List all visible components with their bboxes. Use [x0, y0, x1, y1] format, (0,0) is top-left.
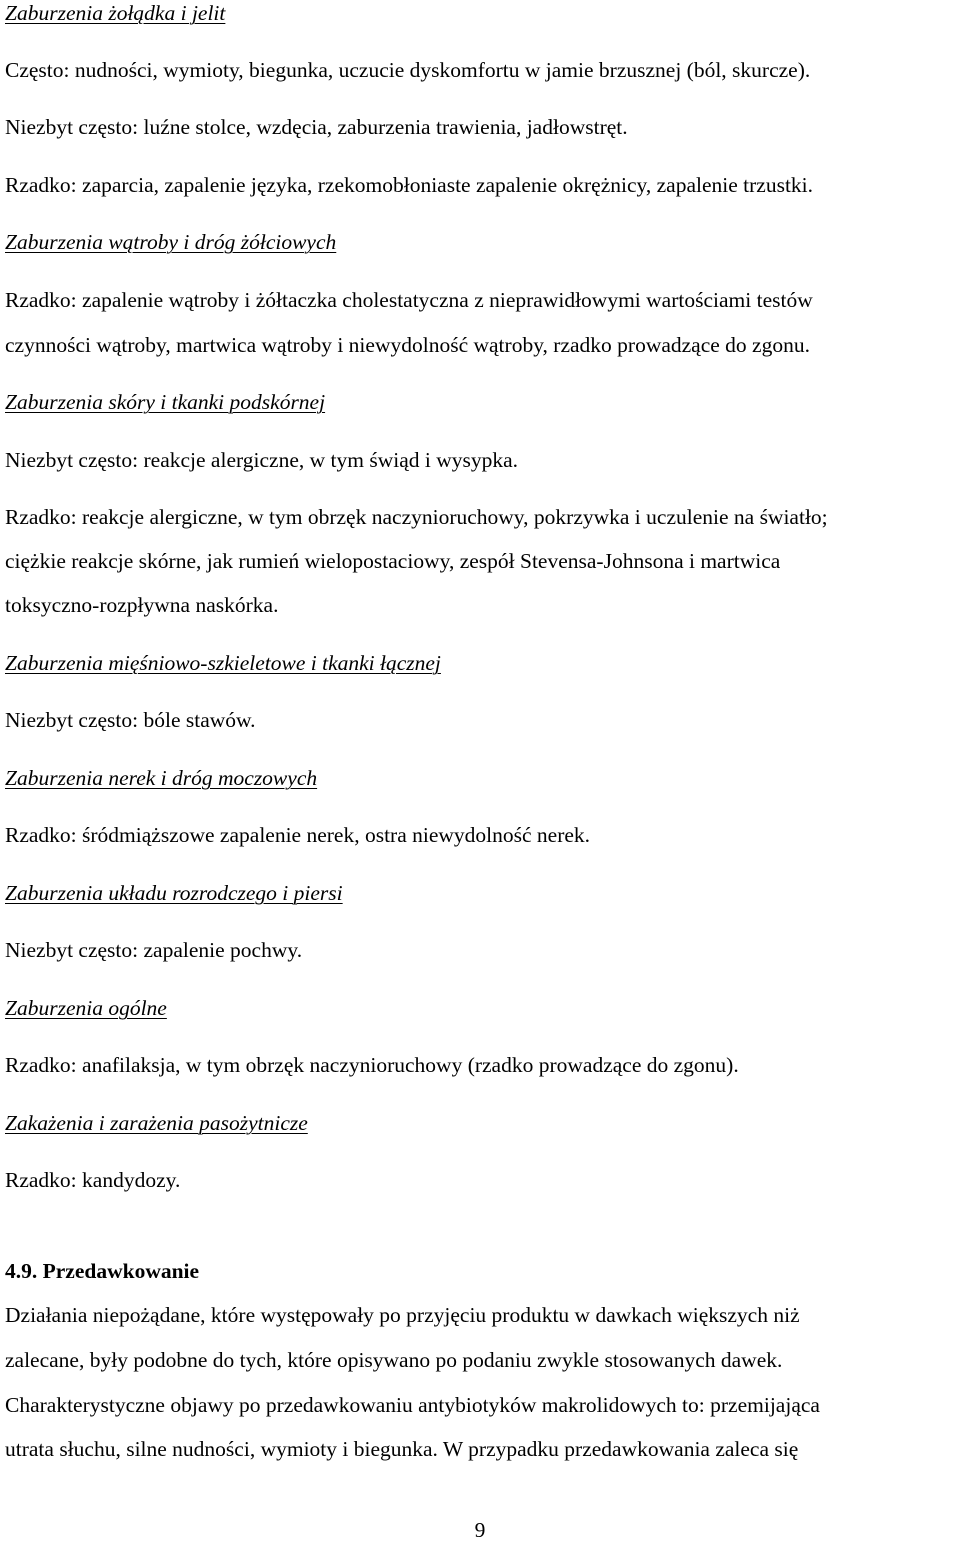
text-line: czynności wątroby, martwica wątroby i niewydolność wątroby, rzadko prowadzące do zgonu.: [5, 333, 810, 357]
text-line: Niezbyt często: reakcje alergiczne, w tym świąd i wysypka.: [5, 448, 519, 472]
text-line: Niezbyt często: bóle stawów.: [5, 708, 256, 732]
heading-musculoskeletal: Zaburzenia mięśniowo-szkieletowe i tkanki łącznej: [5, 651, 441, 675]
heading-gastrointestinal: Zaburzenia żołądka i jelit: [5, 1, 226, 25]
text-line: Rzadko: kandydozy.: [5, 1168, 181, 1192]
text-line: Rzadko: reakcje alergiczne, w tym obrzęk naczynioruchowy, pokrzywka i uczulenie na światło;: [5, 505, 828, 529]
text-line: Rzadko: zapalenie wątroby i żółtaczka cholestatyczna z nieprawidłowymi wartościami testów: [5, 288, 813, 312]
heading-infections: Zakażenia i zarażenia pasożytnicze: [5, 1111, 308, 1135]
section-heading-overdose: 4.9. Przedawkowanie: [5, 1259, 200, 1283]
text-line: ciężkie reakcje skórne, jak rumień wielopostaciowy, zespół Stevensa-Johnsona i martwica: [5, 549, 781, 573]
text-line: utrata słuchu, silne nudności, wymioty i biegunka. W przypadku przedawkowania zaleca się: [5, 1437, 799, 1461]
heading-renal: Zaburzenia nerek i dróg moczowych: [5, 766, 318, 790]
text-line: Niezbyt często: luźne stolce, wzdęcia, zaburzenia trawienia, jadłowstręt.: [5, 115, 628, 139]
text-line: Niezbyt często: zapalenie pochwy.: [5, 938, 303, 962]
text-line: Rzadko: śródmiąższowe zapalenie nerek, ostra niewydolność nerek.: [5, 823, 591, 847]
text-line: Charakterystyczne objawy po przedawkowaniu antybiotyków makrolidowych to: przemijająca: [5, 1393, 820, 1417]
text-line: Działania niepożądane, które występowały po przyjęciu produktu w dawkach większych niż: [5, 1303, 800, 1327]
heading-general: Zaburzenia ogólne: [5, 996, 167, 1020]
text-line: toksyczno-rozpływna naskórka.: [5, 593, 279, 617]
text-line: Rzadko: anafilaksja, w tym obrzęk naczynioruchowy (rzadko prowadzące do zgonu).: [5, 1053, 739, 1077]
text-line: zalecane, były podobne do tych, które opisywano po podaniu zwykle stosowanych dawek.: [5, 1348, 783, 1372]
text-line: Rzadko: zaparcia, zapalenie języka, rzekomobłoniaste zapalenie okrężnicy, zapalenie trzustki.: [5, 173, 814, 197]
heading-skin: Zaburzenia skóry i tkanki podskórnej: [5, 390, 326, 414]
text-line: Często: nudności, wymioty, biegunka, uczucie dyskomfortu w jamie brzusznej (ból, skurcze).: [5, 58, 811, 82]
page-number: 9: [474, 1518, 486, 1542]
heading-hepatobiliary: Zaburzenia wątroby i dróg żółciowych: [5, 230, 337, 254]
heading-reproductive: Zaburzenia układu rozrodczego i piersi: [5, 881, 343, 905]
